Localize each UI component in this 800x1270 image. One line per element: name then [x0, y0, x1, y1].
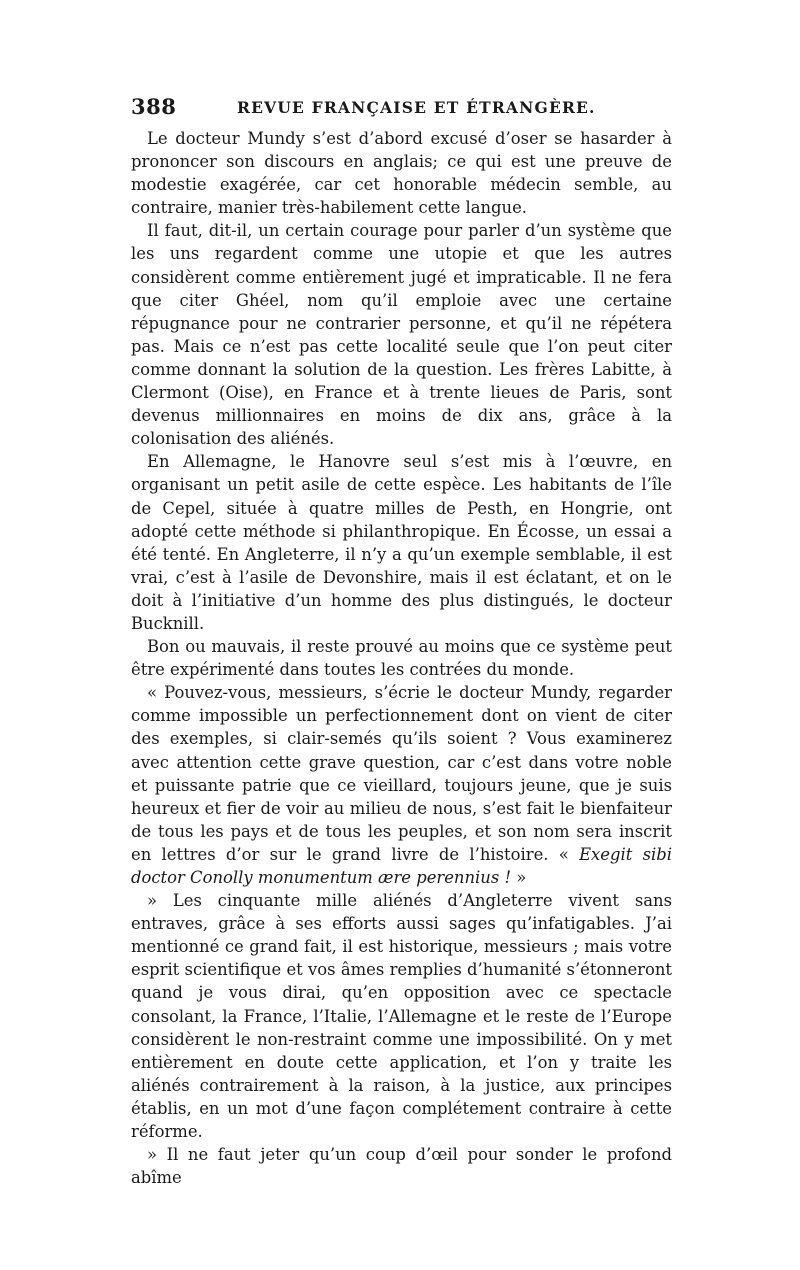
paragraph-mundy-intro: Le docteur Mundy s’est d’abord excusé d’oser se hasarder à prononcer son discours en anglais; ce qui est une preuve de modestie exagérée, car cet honorable médecin semble, au contraire, manier très-habilement cette langue.	[131, 129, 672, 218]
body-text	[131, 127, 672, 1189]
page-number: 388	[131, 94, 177, 119]
latin-quote: Exegit sibi doctor Conolly monumentum ære perennius !	[131, 844, 672, 887]
quote-text: « Pouvez-vous, messieurs, s’écrie le docteur Mundy, regarder comme impossible un perfectionnement dont on vient de citer des exemples, si clair-semés qu’ils soient ? Vous examinerez avec attention cette grave question, car c’est dans votre noble et puissante patrie que ce vieillard, toujours jeune, que je suis heureux et fier de voir au milieu de nous, s’est fait le bienfaiteur de tous les pays et de tous les peuples, et son nom sera inscrit en lettres d’or sur le grand livre de l’histoire. «	[131, 683, 672, 864]
page-header	[131, 94, 675, 118]
paragraph-bon-ou-mauvais: Bon ou mauvais, il reste prouvé au moins que ce système peut être expérimenté dans toutes les contrées du monde.	[131, 637, 672, 680]
paragraph-courage: Il faut, dit-il, un certain courage pour parler d’un système que les uns regardent comme une utopie et que les autres considèrent comme entièrement jugé et impraticable. Il ne fera que citer Ghéel, nom qu’il emploie avec une certaine répugnance pour ne contrarier personne, et qu’il ne répétera pas. Mais ce n’est pas cette localité seule que l’on peut citer comme donnant la solution de la question. Les frères Labitte, à Clermont (Oise), en France et à trente lieues de Paris, sont devenus millionnaires en moins de dix ans, grâce à la colonisation des aliénés.	[131, 221, 672, 449]
paragraph-pouvez-vous	[131, 681, 672, 889]
quote-close: »	[511, 868, 527, 887]
running-title: REVUE FRANÇAISE ET ÉTRANGÈRE.	[237, 98, 596, 117]
paragraph-allemagne: En Allemagne, le Hanovre seul s’est mis à l’œuvre, en organisant un petit asile de cette espèce. Les habitants de l’île de Cepel, située à quatre milles de Pesth, en Hongrie, ont adopté cette méthode si philanthropique. En Écosse, un essai a été tenté. En Angleterre, il n’y a qu’un exemple semblable, il est vrai, c’est à l’asile de Devonshire, mais il est éclatant, et on le doit à l’initiative d’un homme des plus distingués, le docteur Bucknill.	[131, 452, 672, 633]
paragraph-coup-d-oeil: » Il ne faut jeter qu’un coup d’œil pour sonder le profond abîme	[131, 1145, 672, 1188]
paragraph-cinquante-mille: » Les cinquante mille aliénés d’Angleterre vivent sans entraves, grâce à ses efforts aussi sages qu’infatigables. J’ai mentionné ce grand fait, il est historique, messieurs ; mais votre esprit scientifique et vos âmes remplies d’humanité s’étonneront quand je vous dirai, qu’en opposition avec ce spectacle consolant, la France, l’Italie, l’Allemagne et le reste de l’Europe considèrent le non-restraint comme une impossibilité. On y met entièrement en doute cette application, et l’on y traite les aliénés contrairement à la raison, à la justice, aux principes établis, en un mot d’une façon complétement contraire à cette réforme.	[131, 891, 672, 1142]
